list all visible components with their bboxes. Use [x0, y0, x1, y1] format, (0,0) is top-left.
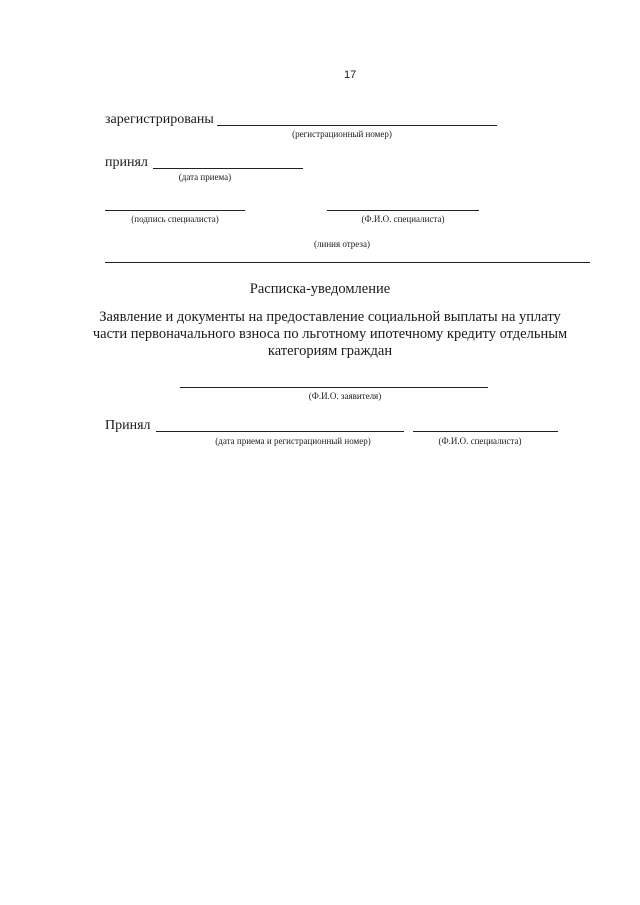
receipt-body-line-1: Заявление и документы на предоставление социальной выплаты на уплату — [99, 309, 561, 325]
accepted-label: принял — [105, 155, 148, 170]
registered-label: зарегистрированы — [105, 112, 214, 127]
receipt-specialist-line — [413, 431, 558, 432]
receipt-body-line-3: категориям граждан — [267, 343, 393, 359]
registered-number-line — [217, 125, 497, 126]
specialist-signature-caption: (подпись специалиста) — [131, 214, 219, 224]
page-number: 17 — [344, 69, 357, 81]
specialist-signature-line — [105, 210, 245, 211]
specialist-name-caption: (Ф.И.О. специалиста) — [361, 214, 445, 224]
receipt-body-line-2: части первоначального взноса по льготному ипотечному кредиту отдельным — [92, 326, 568, 342]
cut-line-caption: (линия отреза) — [314, 239, 370, 249]
receipt-date-reg-caption: (дата приема и регистрационный номер) — [215, 436, 371, 446]
receipt-title: Расписка-уведомление — [249, 281, 391, 297]
cut-line — [105, 262, 590, 263]
applicant-name-caption: (Ф.И.О. заявителя) — [308, 391, 382, 401]
accepted-date-line — [153, 168, 303, 169]
receipt-specialist-caption: (Ф.И.О. специалиста) — [438, 436, 522, 446]
receipt-date-reg-line — [156, 431, 404, 432]
registered-number-caption: (регистрационный номер) — [292, 129, 392, 139]
applicant-name-line — [180, 387, 488, 388]
accepted-date-caption: (дата приема) — [178, 172, 232, 182]
specialist-name-line — [327, 210, 479, 211]
receipt-accepted-label: Принял — [105, 418, 151, 433]
